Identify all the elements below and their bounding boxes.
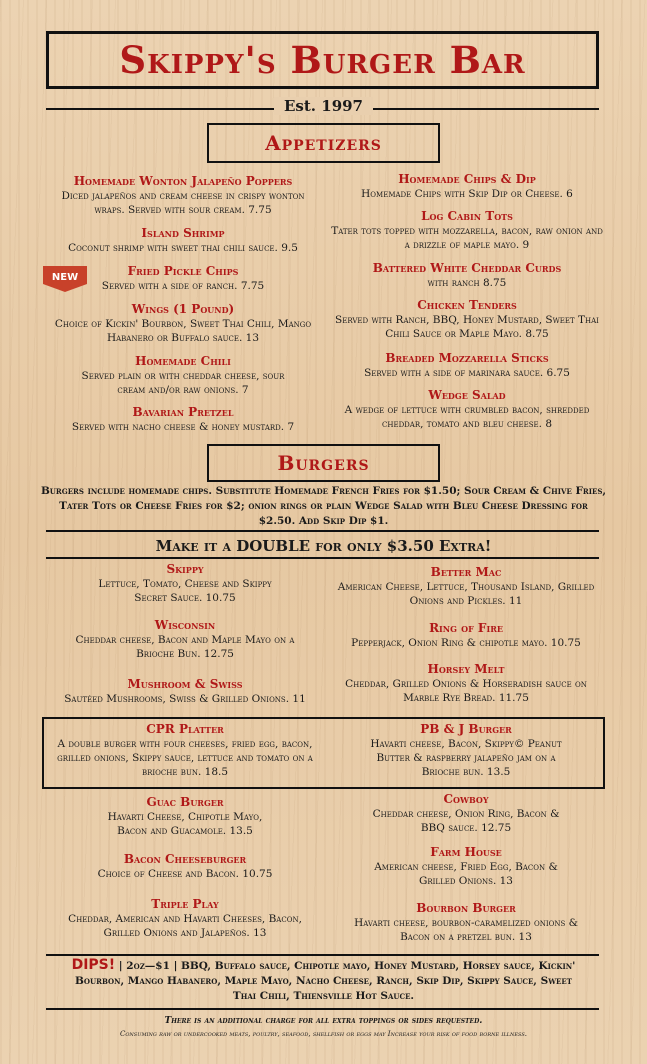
burgers-heading: Burgers	[277, 451, 370, 475]
menu-item	[330, 261, 604, 290]
menu-item	[40, 618, 330, 661]
item-desc: Lettuce, Tomato, Cheese and Skippy Secret Sauce. 10.75	[98, 578, 272, 604]
dips-title: DIPS!	[71, 957, 116, 973]
menu-item	[326, 662, 606, 705]
item-desc: Pepperjack, Onion Ring & chipotle mayo. 10.75	[351, 637, 581, 649]
item-desc: A wedge of lettuce with crumbled bacon, shredded cheddar, tomato and bleu cheese. 8	[344, 404, 590, 430]
dips-text: | 2oz—$1 | BBQ, Buffalo sauce, Chipotle mayo, Honey Mustard, Horsey sauce, Kickin' Bourbon, Mango Habanero, Maple Mayo, Nacho Cheese, Ranch, Skip Dip, Skippy Sauce, Sweet Thai Chili, Thiensville Hot Sauce.	[75, 960, 576, 1002]
menu-item	[36, 302, 330, 345]
item-name: Bourbon Burger	[416, 901, 516, 915]
menu-item	[36, 405, 330, 434]
menu-item	[40, 795, 330, 838]
item-desc: Havarti cheese, Bacon, Skippy© Peanut Butter & raspberry jalapeño jam on a Brioche bun. 13.5	[370, 738, 562, 778]
menu-item	[40, 562, 330, 605]
menu-item	[40, 677, 330, 706]
menu-item	[36, 264, 330, 293]
menu-item	[36, 354, 330, 397]
item-name: Battered White Cheddar Curds	[372, 261, 562, 275]
item-desc: Choice of Kickin' Bourbon, Sweet Thai Chili, Mango Habanero or Buffalo sauce. 13	[54, 318, 312, 344]
established-text: Est. 1997	[274, 97, 373, 115]
double-suffix: for only $3.50 Extra!	[310, 537, 492, 555]
burgers-note: Burgers include homemade chips. Substitute Homemade French Fries for $1.50; Sour Cream & Chive Fries, Tater Tots or Cheese Fries for $2; onion rings or plain Wedge Salad with Bleu Cheese Dressing for $2.50. Add Skip Dip $1.	[40, 485, 607, 527]
menu-item	[40, 897, 330, 940]
divider	[46, 1008, 599, 1010]
item-name: Wedge Salad	[428, 388, 506, 402]
title-box	[46, 31, 599, 89]
appetizers-heading-box	[207, 123, 440, 163]
menu-item	[326, 792, 606, 835]
item-name: Farm House	[430, 845, 502, 859]
menu-item	[330, 298, 604, 341]
item-desc: Served with a side of ranch. 7.75	[101, 280, 265, 292]
item-name: Log Cabin Tots	[421, 209, 513, 223]
item-desc: Cheddar cheese, Onion Ring, Bacon & BBQ sauce. 12.75	[372, 808, 560, 834]
item-desc: American Cheese, Lettuce, Thousand Island, Grilled Onions and Pickles. 11	[337, 581, 595, 607]
double-offer	[0, 537, 647, 555]
item-desc: Served with a side of marinara sauce. 6.75	[364, 367, 570, 379]
item-desc: A double burger with four cheeses, fried egg, bacon, grilled onions, Skippy sauce, lettuce and tomato on a brioche bun. 18.5	[57, 738, 313, 778]
divider	[46, 530, 599, 532]
item-name: Horsey Melt	[427, 662, 505, 676]
item-desc: Diced jalapeños and cream cheese in crispy wonton wraps. Served with sour cream. 7.75	[61, 190, 305, 216]
item-name: Island Shrimp	[141, 226, 225, 240]
item-name: Homemade Chips & Dip	[398, 172, 536, 186]
menu-item	[36, 226, 330, 255]
item-desc: Served with Ranch, BBQ, Honey Mustard, Sweet Thai Chili Sauce or Maple Mayo. 8.75	[335, 314, 599, 340]
divider	[46, 954, 599, 956]
appetizers-heading: Appetizers	[265, 131, 382, 155]
menu-item	[330, 172, 604, 201]
item-name: Cowboy	[443, 792, 489, 806]
item-name: Wisconsin	[154, 618, 216, 632]
badge-label: NEW	[51, 272, 79, 283]
item-name: Mushroom & Swiss	[127, 677, 243, 691]
menu-item	[326, 722, 606, 779]
burgers-heading-box	[207, 444, 440, 482]
divider	[46, 557, 599, 559]
item-name: Homemade Wonton Jalapeño Poppers	[73, 174, 293, 188]
item-name: Bacon Cheeseburger	[123, 852, 247, 866]
dips-section	[70, 958, 577, 1004]
double-prefix: Make it a	[155, 537, 237, 555]
menu-item	[40, 852, 330, 881]
item-name: Bavarian Pretzel	[132, 405, 234, 419]
item-name: Better Mac	[430, 565, 502, 579]
footer-charge-note: There is an additional charge for all extra toppings or sides requested.	[164, 1016, 483, 1026]
item-desc: Cheddar cheese, Bacon and Maple Mayo on a Brioche Bun. 12.75	[75, 634, 295, 660]
item-name: PB & J Burger	[420, 722, 512, 736]
menu-item	[330, 351, 604, 380]
item-desc: Cheddar, Grilled Onions & Horseradish sauce on Marble Rye Bread. 11.75	[345, 678, 587, 704]
menu-item	[330, 388, 604, 431]
item-name: Triple Play	[151, 897, 219, 911]
item-desc: Coconut shrimp with sweet thai chili sauce. 9.5	[68, 242, 298, 254]
menu-item	[36, 174, 330, 217]
item-desc: American cheese, Fried Egg, Bacon & Grilled Onions. 13	[374, 861, 558, 887]
item-desc: Havarti Cheese, Chipotle Mayo, Bacon and Guacamole. 13.5	[107, 811, 263, 837]
menu-item	[330, 209, 604, 252]
restaurant-title: Skippy's Burger Bar	[119, 38, 526, 82]
item-desc: Tater tots topped with mozzarella, bacon, raw onion and a drizzle of maple mayo. 9	[331, 225, 603, 251]
item-desc: Served with nacho cheese & honey mustard. 7	[71, 421, 295, 433]
item-desc: Sautéed Mushrooms, Swiss & Grilled Onions. 11	[64, 693, 306, 705]
double-word: DOUBLE	[236, 537, 311, 555]
item-name: Chicken Tenders	[417, 298, 517, 312]
footer-warning: Consuming raw or undercooked meats, poultry, seafood, shellfish or eggs may Increase your risk of food borne illness.	[119, 1030, 528, 1038]
item-desc: with ranch 8.75	[427, 277, 507, 289]
menu-item	[326, 621, 606, 650]
item-name: Skippy	[166, 562, 204, 576]
item-name: Breaded Mozzarella Sticks	[385, 351, 549, 365]
item-name: Wings (1 Pound)	[131, 302, 235, 316]
menu-item	[326, 565, 606, 608]
item-name: Guac Burger	[146, 795, 224, 809]
item-desc: Served plain or with cheddar cheese, sour cream and/or raw onions. 7	[81, 370, 285, 396]
item-desc: Homemade Chips with Skip Dip or Cheese. 6	[361, 188, 573, 200]
menu-item	[40, 722, 330, 779]
item-name: CPR Platter	[146, 722, 224, 736]
menu-item	[326, 845, 606, 888]
menu-item	[326, 901, 606, 944]
item-name: Fried Pickle Chips	[127, 264, 239, 278]
item-desc: Choice of Cheese and Bacon. 10.75	[97, 868, 273, 880]
item-name: Homemade Chili	[135, 354, 231, 368]
item-desc: Havarti cheese, bourbon-caramelized onions & Bacon on a pretzel bun. 13	[354, 917, 578, 943]
item-name: Ring of Fire	[429, 621, 503, 635]
item-desc: Cheddar, American and Havarti Cheeses, Bacon, Grilled Onions and Jalapeños. 13	[68, 913, 302, 939]
